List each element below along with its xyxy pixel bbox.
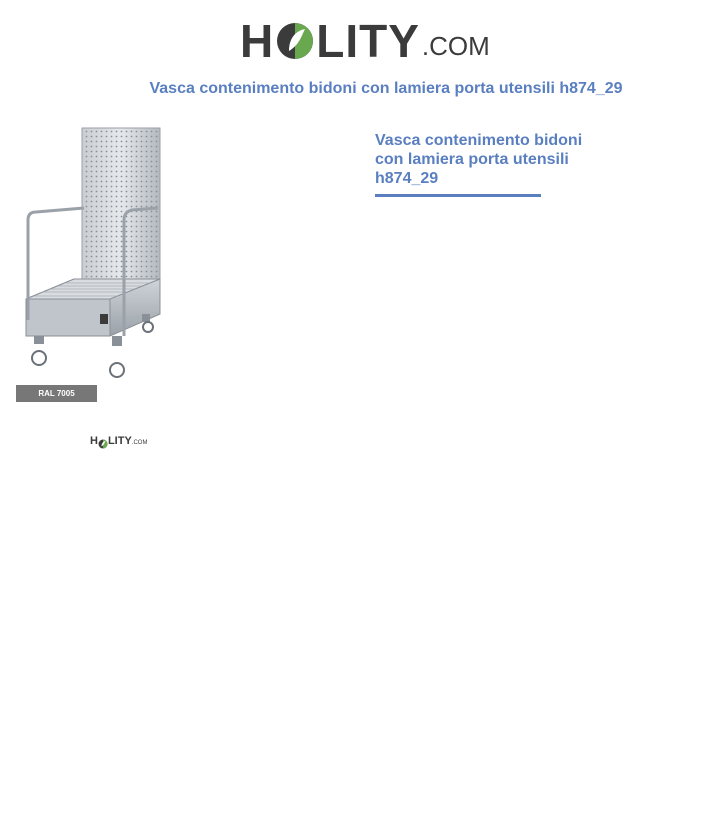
heading-underline: [375, 194, 541, 197]
watermark-dotcom: .COM: [131, 440, 148, 446]
holity-o-leaf-icon: [275, 21, 315, 61]
image-watermark-logo: [90, 436, 147, 447]
ral-color-badge: RAL 7005: [16, 385, 97, 402]
spill-tray-trolley-with-tool-panel-image: [14, 124, 174, 384]
holity-o-leaf-icon: [98, 436, 108, 446]
product-image: [14, 124, 174, 384]
page-title: Vasca contenimento bidoni con lamiera porta utensili h874_29: [149, 80, 623, 97]
logo-dotcom: .COM: [421, 31, 490, 61]
watermark-letter-h: H: [90, 435, 98, 447]
logo-letter-h: H: [240, 15, 275, 67]
product-heading: Vasca contenimento bidoni con lamiera porta utensili h874_29: [375, 132, 583, 187]
holity-logo[interactable]: [240, 12, 490, 67]
watermark-letters-lity: LITY: [107, 435, 132, 447]
logo-letters-lity: LITY: [316, 15, 420, 67]
